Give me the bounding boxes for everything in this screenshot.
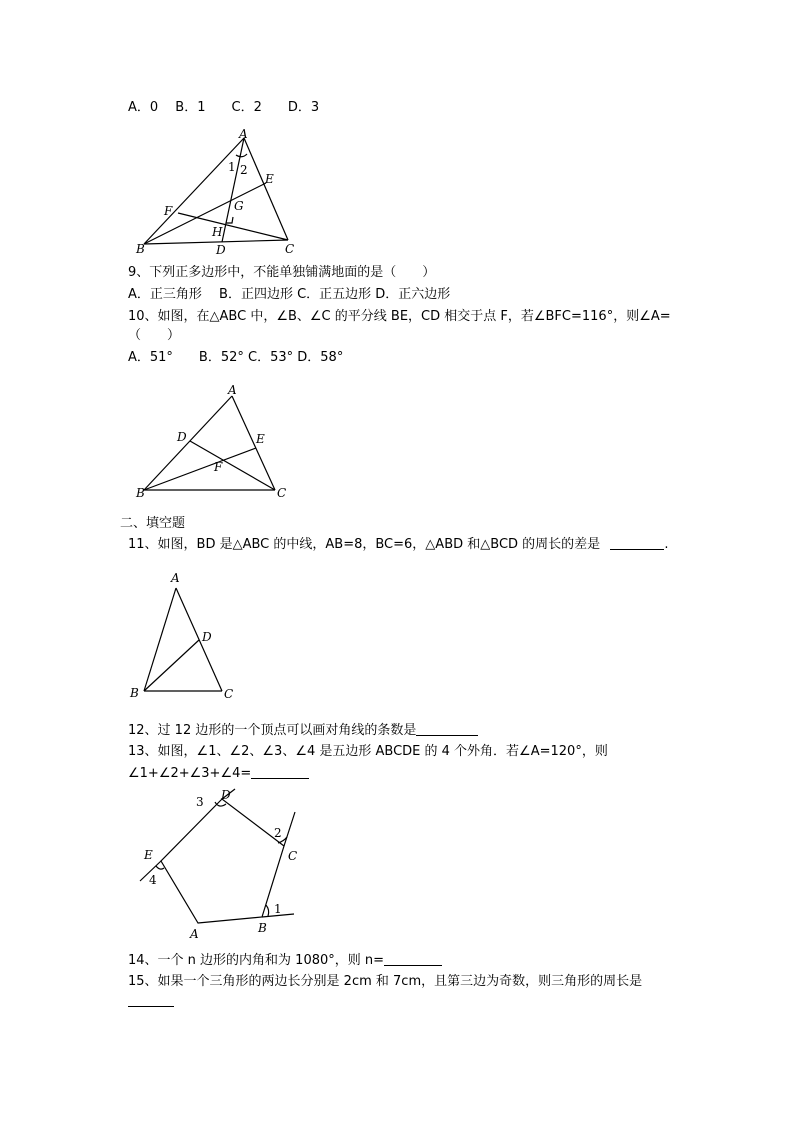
q15-answer-blank[interactable] — [128, 994, 174, 1007]
figure-1-svg — [130, 126, 310, 260]
q14-answer-blank[interactable] — [384, 953, 442, 966]
label-angle-2: 2 — [274, 826, 282, 840]
q10-options: A．51° B．52° C．53° D．58° — [128, 350, 344, 365]
segment-ac — [232, 396, 275, 490]
q13-answer-blank[interactable] — [251, 766, 309, 779]
segment-be — [144, 183, 266, 244]
extension-bc — [284, 812, 295, 846]
label-e: E — [144, 848, 153, 862]
label-b: B — [130, 686, 139, 700]
label-c: C — [288, 849, 298, 863]
q13-stem-line-1: 13、如图，∠1、∠2、∠3、∠4 是五边形 ABCDE 的 4 个外角．若∠A=120°，则 — [128, 744, 608, 759]
label-d: D — [221, 788, 231, 802]
label-d: D — [216, 243, 226, 257]
figure-triangle-medians — [130, 126, 310, 260]
q12-line — [128, 723, 478, 739]
q10-stem-line-2: （ ） — [128, 328, 181, 343]
label-f: F — [214, 460, 223, 474]
q11-end: . — [664, 537, 669, 552]
figure-pentagon — [132, 782, 304, 944]
segment-cd — [190, 441, 275, 490]
label-b: B — [136, 486, 145, 500]
q8-options: A．0 B．1 C．2 D．3 — [128, 100, 320, 115]
q14-stem: 14、一个 n 边形的内角和为 1080°，则 n= — [128, 953, 385, 968]
label-d: D — [202, 630, 212, 644]
q13-line-2 — [128, 766, 309, 782]
label-c: C — [224, 687, 234, 701]
pentagon-abcde — [161, 799, 284, 923]
label-e: E — [265, 172, 274, 186]
label-c: C — [285, 242, 295, 256]
q15-line-2 — [128, 994, 174, 1010]
angle-arc — [236, 154, 247, 157]
exterior-angle-arc-3 — [215, 802, 226, 806]
q11-answer-blank[interactable] — [610, 537, 664, 550]
q10-stem-line-1: 10、如图，在△ABC 中，∠B、∠C 的平分线 BE，CD 相交于点 F，若∠BFC=116°，则∠A= — [128, 309, 671, 324]
figure-2-svg — [132, 380, 294, 504]
label-b: B — [136, 242, 145, 256]
figure-angle-bisectors — [132, 380, 294, 504]
label-a: A — [239, 127, 248, 141]
label-a: A — [171, 571, 180, 585]
segment-ac — [176, 588, 222, 691]
label-e: E — [256, 432, 265, 446]
label-c: C — [277, 486, 287, 500]
label-angle-1: 1 — [228, 160, 236, 174]
label-a: A — [190, 927, 199, 941]
section-title: 二、填空题 — [120, 516, 186, 531]
label-angle-1: 1 — [274, 902, 282, 916]
q13-stem-line-2: ∠1+∠2+∠3+∠4= — [128, 766, 252, 781]
figure-3-svg — [128, 570, 248, 704]
exterior-angle-arc-1 — [266, 905, 269, 916]
exterior-angle-arc-4 — [156, 866, 164, 869]
label-h: H — [212, 225, 223, 239]
q11-line — [128, 537, 668, 553]
q14-line — [128, 953, 442, 969]
label-d: D — [177, 430, 187, 444]
label-a: A — [228, 383, 237, 397]
segment-ac — [244, 138, 288, 240]
label-angle-3: 3 — [196, 795, 204, 809]
q12-answer-blank[interactable] — [416, 723, 478, 736]
q9-stem: 9、下列正多边形中，不能单独铺满地面的是（ ） — [128, 265, 436, 280]
segment-ab — [144, 138, 244, 244]
q12-stem: 12、过 12 边形的一个顶点可以画对角线的条数是 — [128, 723, 417, 738]
figure-4-svg — [132, 782, 304, 944]
label-g: G — [234, 199, 244, 213]
label-f: F — [164, 204, 173, 218]
segment-ab — [144, 396, 232, 490]
q9-options: A．正三角形 B．正四边形 C．正五边形 D．正六边形 — [128, 287, 451, 302]
label-angle-4: 4 — [149, 873, 157, 887]
label-b: B — [258, 921, 267, 935]
q15-stem: 15、如果一个三角形的两边长分别是 2cm 和 7cm，且第三边为奇数，则三角形的周长是 — [128, 974, 643, 989]
label-angle-2: 2 — [240, 163, 248, 177]
q11-stem: 11、如图，BD 是△ABC 的中线，AB=8，BC=6，△ABD 和△BCD 的周长的差是 — [128, 537, 601, 552]
figure-median — [128, 570, 248, 704]
